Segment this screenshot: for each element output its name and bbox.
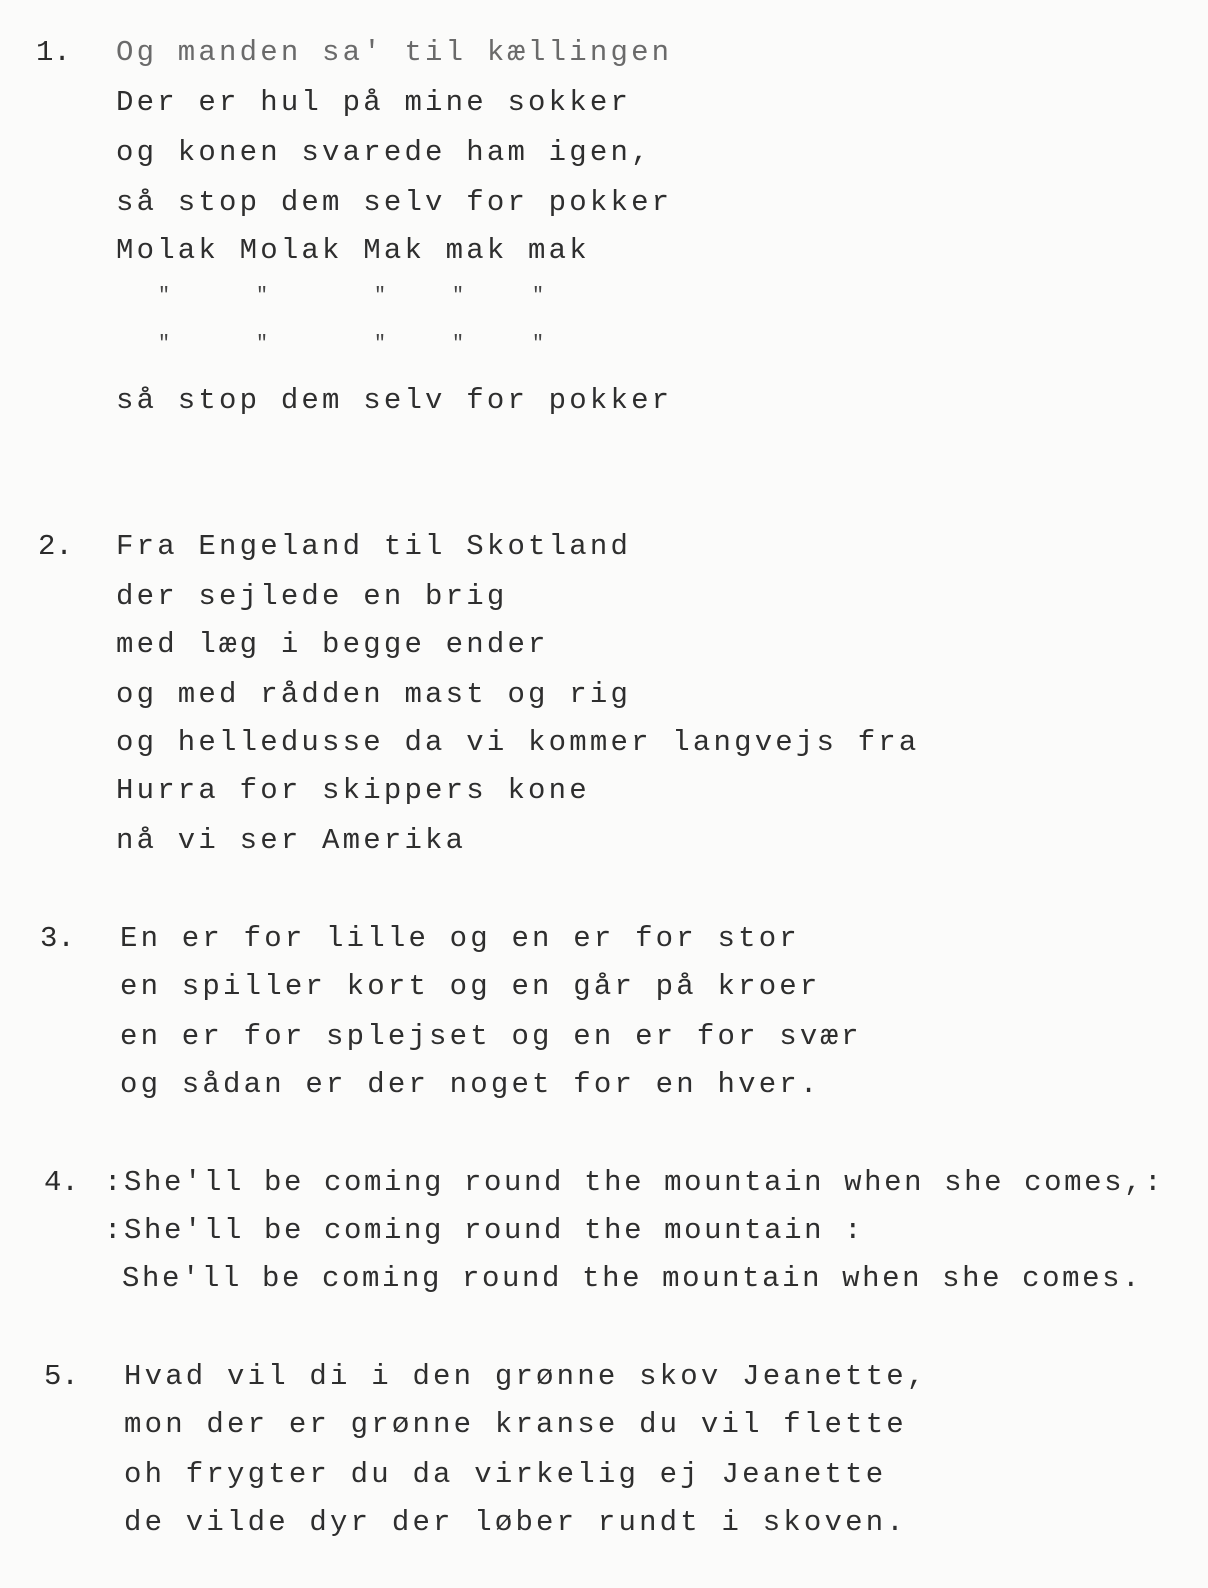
verse-line: :She'll be coming round the mountain :: [104, 1214, 865, 1247]
ditto-mark: ": [158, 333, 171, 356]
verse-line: mon der er grønne kranse du vil flette: [124, 1408, 907, 1441]
ditto-mark: ": [256, 285, 269, 308]
verse-line: en er for splejset og en er for svær: [120, 1020, 862, 1053]
ditto-mark: ": [532, 333, 545, 356]
ditto-mark: ": [374, 333, 387, 356]
verse-line: og helledusse da vi kommer langvejs fra: [116, 726, 920, 759]
verse-line: og med rådden mast og rig: [116, 678, 632, 711]
verse-number: 4.: [44, 1166, 79, 1199]
ditto-mark: ": [452, 333, 465, 356]
verse-line: de vilde dyr der løber rundt i skoven.: [124, 1506, 907, 1539]
ditto-mark: ": [374, 285, 387, 308]
verse-line: Der er hul på mine sokker: [116, 86, 632, 119]
verse-number: 5.: [44, 1360, 79, 1393]
verse-line: en spiller kort og en går på kroer: [120, 970, 821, 1003]
ditto-mark: ": [452, 285, 465, 308]
verse-number: 2.: [38, 530, 73, 563]
verse-line: og sådan er der noget for en hver.: [120, 1068, 821, 1101]
ditto-mark: ": [158, 285, 171, 308]
verse-line: Hurra for skippers kone: [116, 774, 590, 807]
verse-line: Hvad vil di i den grønne skov Jeanette,: [124, 1360, 928, 1393]
verse-line: med læg i begge ender: [116, 628, 549, 661]
ditto-mark: ": [532, 285, 545, 308]
verse-line: og konen svarede ham igen,: [116, 136, 652, 169]
verse-line: En er for lille og en er for stor: [120, 922, 800, 955]
ditto-mark: ": [256, 333, 269, 356]
verse-line: Fra Engeland til Skotland: [116, 530, 632, 563]
verse-line: nå vi ser Amerika: [116, 824, 467, 857]
verse-line: der sejlede en brig: [116, 580, 508, 613]
verse-number: 1.: [36, 36, 71, 69]
verse-line: Og manden sa' til kællingen: [116, 36, 673, 69]
verse-line: :She'll be coming round the mountain when she comes,:: [104, 1166, 1165, 1199]
verse-line: så stop dem selv for pokker: [116, 384, 673, 417]
verse-number: 3.: [40, 922, 75, 955]
verse-line: She'll be coming round the mountain when she comes.: [122, 1262, 1143, 1295]
verse-line: Molak Molak Mak mak mak: [116, 234, 590, 267]
verse-line: så stop dem selv for pokker: [116, 186, 673, 219]
verse-line: oh frygter du da virkelig ej Jeanette: [124, 1458, 887, 1491]
